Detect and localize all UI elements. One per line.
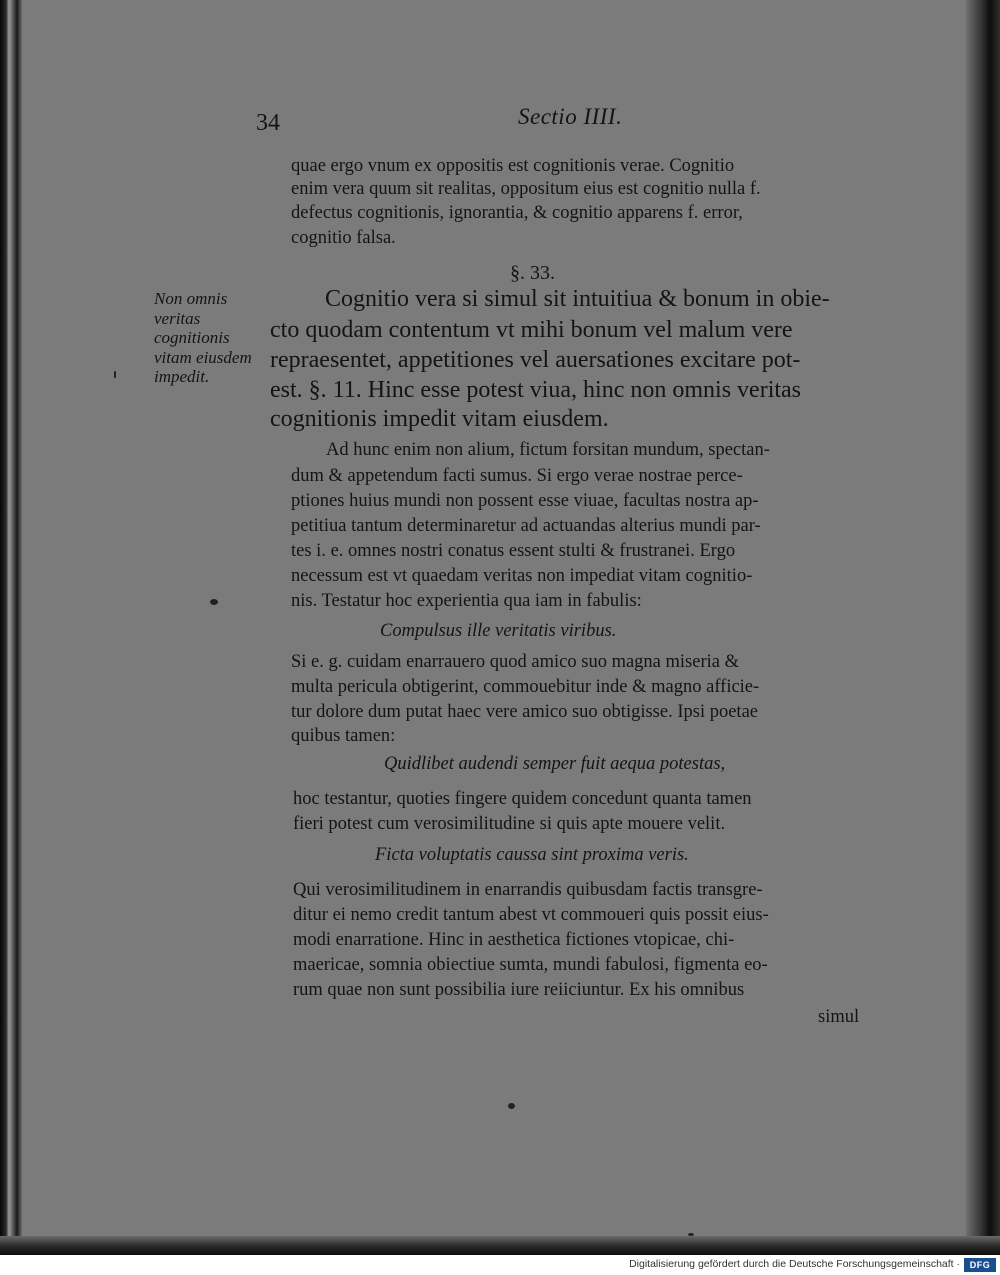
text-line: multa pericula obtigerint, commouebitur inde & magno afficie- bbox=[291, 677, 760, 697]
ink-speck bbox=[688, 1233, 694, 1236]
dfg-logo: DFG bbox=[964, 1258, 996, 1272]
page-edge-shadow bbox=[966, 0, 1000, 1255]
text-line: dum & appetendum facti sumus. Si ergo verae nostrae perce- bbox=[291, 466, 743, 486]
ink-speck bbox=[210, 599, 218, 605]
marginal-note: Non omnis veritas cognitionis vitam eiusdem impedit. bbox=[154, 289, 252, 386]
text-line: cto quodam contentum vt mihi bonum vel malum vere bbox=[270, 317, 793, 343]
text-line: nis. Testatur hoc experientia qua iam in fabulis: bbox=[291, 591, 642, 611]
text-line: repraesentet, appetitiones vel auersationes excitare pot- bbox=[270, 347, 801, 373]
text-line: cognitio falsa. bbox=[291, 228, 396, 248]
text-line: modi enarratione. Hinc in aesthetica fictiones vtopicae, chi- bbox=[293, 930, 735, 950]
text-line: maericae, somnia obiectiue sumta, mundi fabulosi, figmenta eo- bbox=[293, 955, 768, 975]
running-head: Sectio IIII. bbox=[518, 104, 623, 129]
text-line: Si e. g. cuidam enarrauero quod amico suo magna miseria & bbox=[291, 652, 739, 672]
text-line: ptiones huius mundi non possent esse viuae, facultas nostra ap- bbox=[291, 491, 759, 511]
section-heading: §. 33. bbox=[510, 262, 555, 284]
text-line: Ad hunc enim non alium, fictum forsitan mundum, spectan- bbox=[326, 440, 770, 460]
text-line: defectus cognitionis, ignorantia, & cognitio apparens f. error, bbox=[291, 203, 743, 223]
verse-quote: Ficta voluptatis caussa sint proxima veris. bbox=[375, 845, 689, 865]
text-line: quae ergo vnum ex oppositis est cognitionis verae. Cognitio bbox=[291, 156, 735, 176]
text-line: fieri potest cum verosimilitudine si quis apte mouere velit. bbox=[293, 814, 726, 834]
text-line: quibus tamen: bbox=[291, 726, 396, 746]
catchword: simul bbox=[818, 1007, 860, 1027]
book-gutter-shadow bbox=[0, 0, 22, 1255]
page-bottom-shadow bbox=[0, 1236, 1000, 1255]
verse-quote: Compulsus ille veritatis viribus. bbox=[380, 621, 617, 641]
verse-quote: Quidlibet audendi semper fuit aequa potestas, bbox=[384, 754, 726, 774]
text-line: est. §. 11. Hinc esse potest viua, hinc non omnis veritas bbox=[270, 377, 802, 403]
text-line: cognitionis impedit vitam eiusdem. bbox=[270, 406, 609, 432]
text-line: Cognitio vera si simul sit intuitiua & bonum in obie- bbox=[325, 286, 830, 312]
text-line: tur dolore dum putat haec vere amico suo obtigisse. Ipsi poetae bbox=[291, 702, 758, 722]
funding-notice: Digitalisierung gefördert durch die Deutsche Forschungsgemeinschaft · bbox=[629, 1258, 960, 1270]
text-line: petitiua tantum determinaretur ad actuandas alterius mundi par- bbox=[291, 516, 761, 536]
ink-speck bbox=[114, 371, 116, 378]
footer-bar bbox=[0, 1255, 1000, 1275]
ink-speck bbox=[508, 1103, 515, 1109]
text-line: hoc testantur, quoties fingere quidem concedunt quanta tamen bbox=[293, 789, 752, 809]
text-line: tes i. e. omnes nostri conatus essent stulti & frustranei. Ergo bbox=[291, 541, 736, 561]
text-line: rum quae non sunt possibilia iure reiiciuntur. Ex his omnibus bbox=[293, 980, 745, 1000]
page-number: 34 bbox=[256, 110, 280, 136]
text-line: necessum est vt quaedam veritas non impediat vitam cognitio- bbox=[291, 566, 753, 586]
text-line: Qui verosimilitudinem in enarrandis quibusdam factis transgre- bbox=[293, 880, 763, 900]
text-line: ditur ei nemo credit tantum abest vt commoueri quis possit eius- bbox=[293, 905, 769, 925]
text-line: enim vera quum sit realitas, oppositum eius est cognitio nulla f. bbox=[291, 179, 761, 199]
